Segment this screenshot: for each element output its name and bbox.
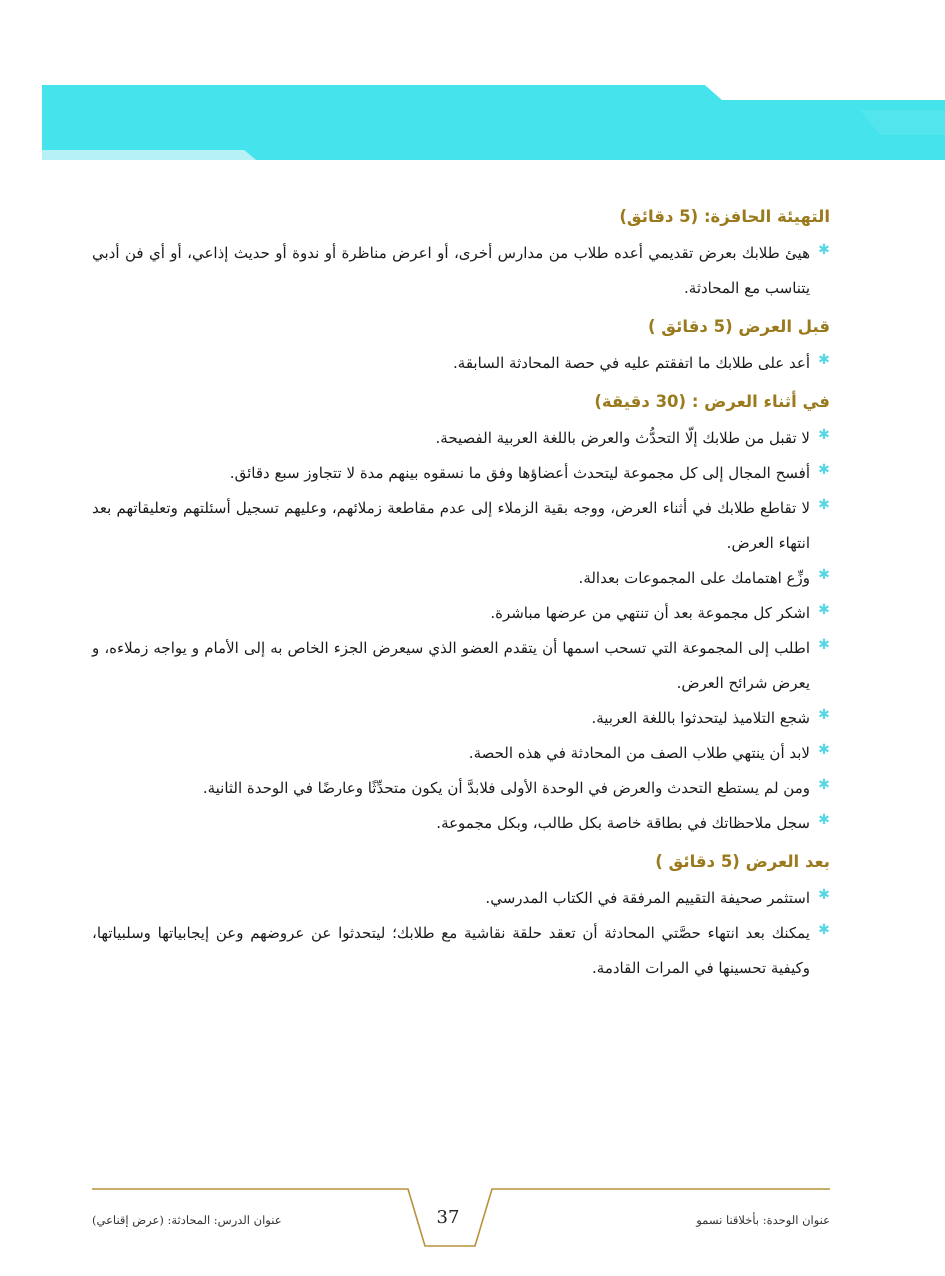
star-bullet-icon: ✱: [818, 462, 830, 478]
section-title: التهيئة الحافزة: (5 دقائق): [619, 207, 830, 226]
section-during-presentation: [92, 387, 830, 841]
section-title: بعد العرض (5 دقائق ): [655, 852, 830, 871]
star-bullet-icon: ✱: [818, 707, 830, 723]
star-bullet-icon: ✱: [818, 497, 830, 513]
section-before-presentation: [92, 312, 830, 381]
star-bullet-icon: ✱: [818, 812, 830, 828]
list-item: ✱ هيئ طلابك بعرض تقديمي أعده طلاب من مدارس أخرى، أو اعرض مناظرة أو ندوة أو حديث إذاعي، أو أي فن أدبي يتناسب مع المحادثة.: [92, 236, 830, 306]
list-item: ✱ اشكر كل مجموعة بعد أن تنتهي من عرضها مباشرة.: [92, 596, 830, 631]
star-bullet-icon: ✱: [818, 887, 830, 903]
lesson-content: [92, 200, 830, 992]
bullet-list: [92, 236, 830, 306]
list-item: ✱ لا تقبل من طلابك إلّا التحدُّث والعرض باللغة العربية الفصيحة.: [92, 421, 830, 456]
bullet-list: [92, 346, 830, 381]
star-bullet-icon: ✱: [818, 242, 830, 258]
star-bullet-icon: ✱: [818, 922, 830, 938]
list-item: ✱ اطلب إلى المجموعة التي تسحب اسمها أن يتقدم العضو الذي سيعرض الجزء الخاص به إلى الأمام و يواجه زملاءه، و يعرض شرائح العرض.: [92, 631, 830, 701]
star-bullet-icon: ✱: [818, 637, 830, 653]
star-bullet-icon: ✱: [818, 427, 830, 443]
star-bullet-icon: ✱: [818, 352, 830, 368]
list-item: ✱ أعد على طلابك ما اتفقتم عليه في حصة المحادثة السابقة.: [92, 346, 830, 381]
list-item: ✱ لابد أن ينتهي طلاب الصف من المحادثة في هذه الحصة.: [92, 736, 830, 771]
lesson-title: عنوان الدرس: المحادثة: (عرض إقناعي): [92, 1213, 282, 1227]
section-after-presentation: [92, 847, 830, 986]
star-bullet-icon: ✱: [818, 567, 830, 583]
unit-title: عنوان الوحدة: بأخلاقنا نسمو: [696, 1213, 830, 1227]
list-item: ✱ ومن لم يستطع التحدث والعرض في الوحدة الأولى فلابدَّ أن يكون متحدِّثًا وعارضًا في الوحدة الثانية.: [92, 771, 830, 806]
footer-frame: [0, 1180, 945, 1276]
section-title: في أثناء العرض : (30 دقيقة): [594, 392, 830, 411]
header-banner: [0, 0, 945, 170]
star-bullet-icon: ✱: [818, 602, 830, 618]
page-number: 37: [436, 1207, 460, 1228]
star-bullet-icon: ✱: [818, 777, 830, 793]
list-item: ✱ وزِّع اهتمامك على المجموعات بعدالة.: [92, 561, 830, 596]
list-item: ✱ استثمر صحيفة التقييم المرفقة في الكتاب المدرسي.: [92, 881, 830, 916]
star-bullet-icon: ✱: [818, 742, 830, 758]
list-item: ✱ يمكنك بعد انتهاء حصَّتي المحادثة أن تعقد حلقة نقاشية مع طلابك؛ ليتحدثوا عن عروضهم وعن إيجابياتها وسلبياتها، وكيفية تحسينها في المرات القادمة.: [92, 916, 830, 986]
list-item: ✱ أفسح المجال إلى كل مجموعة ليتحدث أعضاؤها وفق ما نسقوه بينهم مدة لا تتجاوز سبع دقائق.: [92, 456, 830, 491]
list-item: ✱ سجل ملاحظاتك في بطاقة خاصة بكل طالب، وبكل مجموعة.: [92, 806, 830, 841]
section-warmup: [92, 202, 830, 306]
bullet-list: [92, 881, 830, 986]
section-title: قبل العرض (5 دقائق ): [648, 317, 830, 336]
list-item: ✱ لا تقاطع طلابك في أثناء العرض، ووجه بقية الزملاء إلى عدم مقاطعة زملائهم، وعليهم تسجيل أسئلتهم وتعليقاتهم بعد انتهاء العرض.: [92, 491, 830, 561]
bullet-list: [92, 421, 830, 841]
list-item: ✱ شجع التلاميذ ليتحدثوا باللغة العربية.: [92, 701, 830, 736]
